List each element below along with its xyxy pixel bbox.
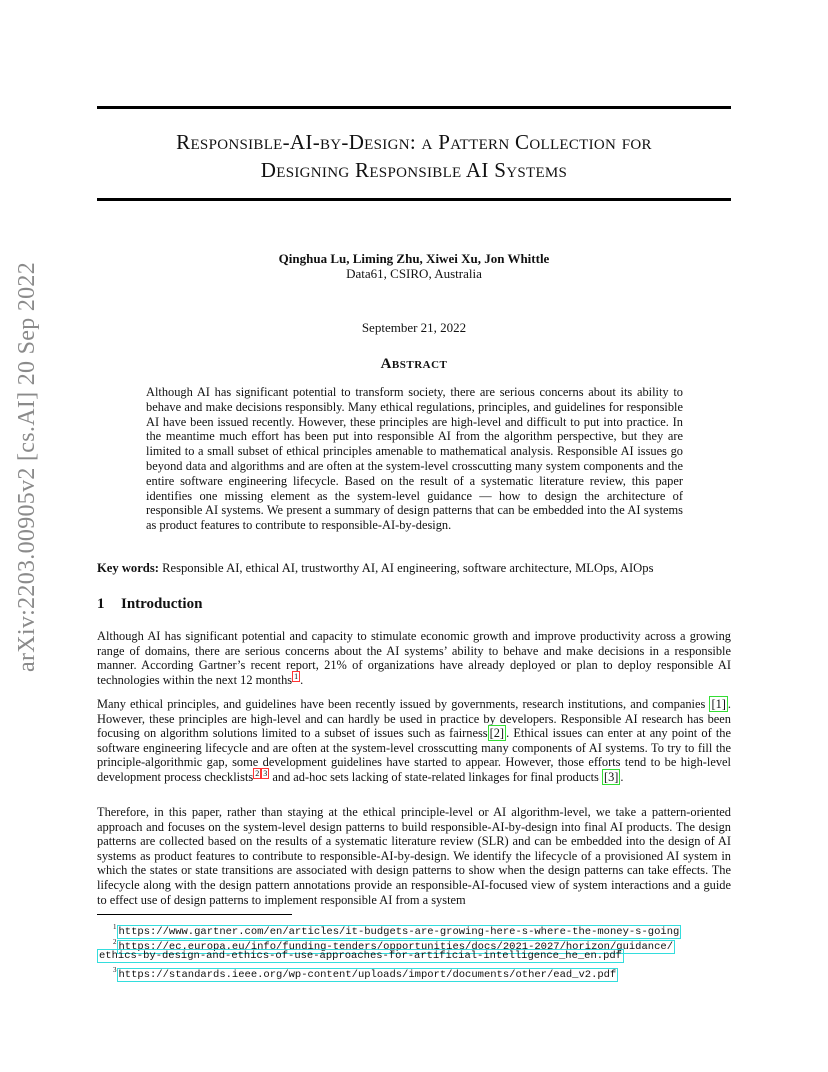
section-heading [97, 596, 202, 613]
citation-link-3[interactable]: [3] [603, 770, 619, 785]
p1-text: Although AI has significant potential and capacity to stimulate economic growth and improve productivity across a growing range of domains, there are serious concerns about the AI systems’ ability to behave and make decisions in a responsible manner. According Gartner’s recent report, 21% of organizations have already deployed or plan to deploy responsible AI technologies within the next 12 months [97, 629, 731, 687]
citation-link-2[interactable]: [2] [489, 726, 505, 741]
p2-end: . [620, 770, 624, 785]
footnote-2-link-line-1[interactable]: https://ec.europa.eu/info/funding-tenders/opportunities/docs/2021-2027/horizon/guidance/ [118, 940, 673, 953]
abstract-heading: Abstract [380, 356, 448, 372]
title-rule-top [97, 106, 731, 109]
intro-paragraph-2 [97, 697, 731, 785]
arxiv-identifier: arXiv:2203.00905v2 [cs.AI] 20 Sep 2022 [14, 261, 40, 672]
section-title: Introduction [121, 596, 203, 612]
footnote-ref-2[interactable]: 2 [255, 768, 260, 778]
footnote-rule [97, 914, 292, 915]
footnote-1-mark: 1 [113, 923, 117, 931]
p2-text-a: Many ethical principles, and guidelines have been recently issued by governments, research institutions, and companies [97, 697, 710, 711]
footnote-ref-3[interactable]: 3 [263, 768, 268, 778]
authors: Qinghua Lu, Liming Zhu, Xiwei Xu, Jon Whittle [278, 251, 550, 266]
footnote-2-continued [97, 950, 624, 963]
footnote-ref-1[interactable]: 1 [294, 671, 299, 681]
title-rule-bottom [97, 198, 731, 201]
paper-title-line-1: Responsible-AI-by-Design: a Pattern Collection for [176, 130, 652, 154]
footnote-2-link-line-2[interactable]: ethics-by-design-and-ethics-of-use-approaches-for-artificial-intelligence_he_en.pdf [99, 950, 622, 962]
footnote-1-link[interactable]: https://www.gartner.com/en/articles/it-budgets-are-growing-here-s-where-the-money-s-going [118, 925, 680, 938]
footnote-2-mark: 2 [113, 938, 117, 946]
affiliation: Data61, CSIRO, Australia [346, 266, 482, 281]
footnote-3-mark: 3 [113, 966, 117, 974]
section-number: 1 [97, 596, 105, 612]
keywords-label: Key words: [97, 561, 159, 575]
intro-paragraph-3: Therefore, in this paper, rather than staying at the ethical principle-level or AI algorithm-level, we take a pattern-oriented approach and focuses on the system-level design patterns to build responsible-AI-by-design into final AI products. The design patterns are collected based on the results of a systematic literature review (SLR) and can be embedded into the design of AI systems as product features to contribute to responsible-AI-by-design. We identify the lifecycle of a provisioned AI system in which the states or state transitions are associated with design patterns to show when the design patterns can take effects. The lifecycle along with the design pattern annotations provide an responsible-AI-focused view of system interactions and a guide to effect use of design patterns to implement responsible AI from a system [97, 805, 731, 907]
keywords-text: Responsible AI, ethical AI, trustworthy AI, AI engineering, software architecture, MLOps, AIOps [162, 561, 654, 575]
citation-link-1[interactable]: [1] [711, 697, 726, 711]
date: September 21, 2022 [361, 320, 467, 335]
footnote-3 [113, 964, 618, 982]
p2-text-b: . However, these principles are high-level and can hardly be used in practice by developers. Responsible AI research has been focusing on algorithm solutions limited to a subset of issues such as fairness [97, 697, 731, 741]
intro-paragraph-1 [97, 629, 731, 688]
keywords [97, 561, 731, 576]
abstract-text: Although AI has significant potential to transform society, there are serious concerns about its ability to behave and make decisions responsibly. Many ethical regulations, principles, and guidelines for responsible AI have been issued recently. However, these principles are high-level and difficult to put into practice. In the meantime much effort has been put into responsible AI from the algorithm perspective, but they are limited to a small subset of ethical principles amenable to mathematical analysis. Responsible AI issues go beyond data and algorithms and are often at the system-level crosscutting many system components and the entire software engineering lifecycle. Based on the result of a systematic literature review, this paper identifies one missing element as the system-level guidance — how to design the architecture of responsible AI systems. We present a summary of design patterns that can be embedded into the AI systems as product features to contribute to responsible-AI-by-design. [146, 385, 683, 533]
footnote-3-link[interactable]: https://standards.ieee.org/wp-content/uploads/import/documents/other/ead_v2.pdf [118, 968, 617, 981]
p2-text-c: . Ethical issues can enter at any point of the software engineering lifecycle and are often at the system-level crosscutting many components of AI systems. To try to fill the principle-algorithmic gap, some development guidelines have started to appear. However, those efforts tend to be high-level development process checklists [97, 726, 732, 785]
p1-end: . [300, 672, 304, 687]
p2-text-d: and ad-hoc sets lacking of state-related linkages for final products [269, 770, 602, 785]
paper-title-line-2: Designing Responsible AI Systems [260, 158, 568, 182]
